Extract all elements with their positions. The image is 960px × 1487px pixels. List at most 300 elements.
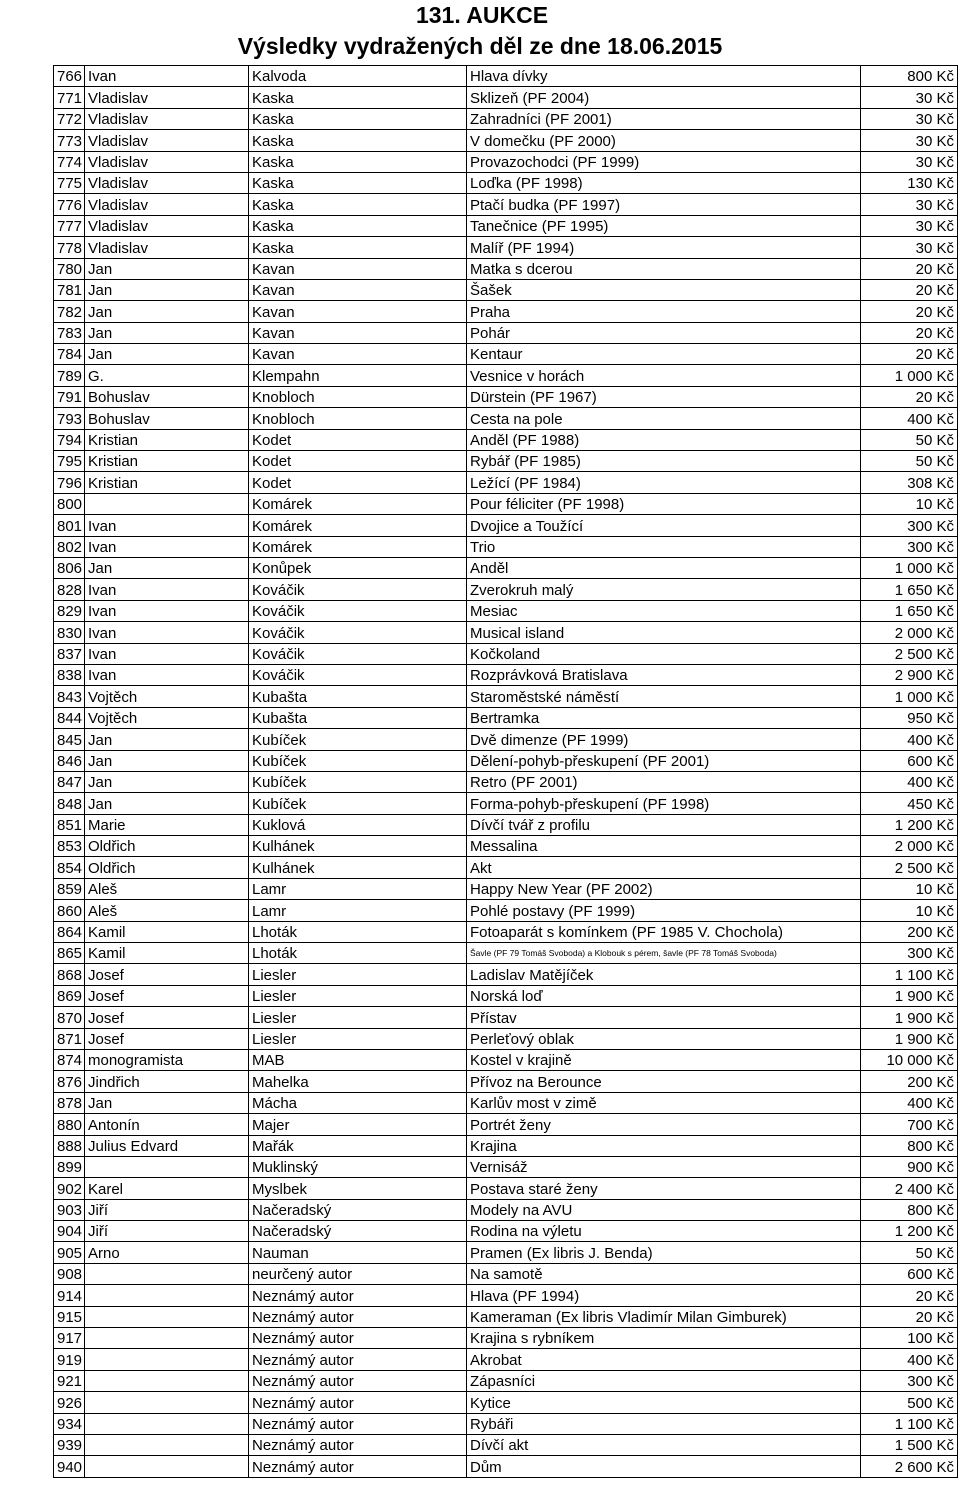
table-row <box>54 1007 958 1028</box>
lot-number-cell: 939 <box>54 1435 85 1456</box>
lot-number-cell: 775 <box>54 172 85 193</box>
artist-last-name-cell: Lhoták <box>249 943 467 964</box>
price-cell: 400 Kč <box>861 1092 958 1113</box>
price-cell: 2 900 Kč <box>861 664 958 685</box>
artwork-title-cell: Sklizeň (PF 2004) <box>467 87 861 108</box>
artist-last-name-cell: Komárek <box>249 536 467 557</box>
artist-first-name-cell: Bohuslav <box>85 408 249 429</box>
price-cell: 600 Kč <box>861 1263 958 1284</box>
lot-number-cell: 771 <box>54 87 85 108</box>
lot-number-cell: 781 <box>54 279 85 300</box>
artwork-title-cell: Malíř (PF 1994) <box>467 237 861 258</box>
lot-number-cell: 888 <box>54 1135 85 1156</box>
artist-first-name-cell: Ivan <box>85 536 249 557</box>
table-row <box>54 664 958 685</box>
lot-number-cell: 793 <box>54 408 85 429</box>
artist-first-name-cell: Oldřich <box>85 857 249 878</box>
lot-number-cell: 846 <box>54 750 85 771</box>
table-row <box>54 750 958 771</box>
artist-first-name-cell: Bohuslav <box>85 386 249 407</box>
table-row <box>54 1435 958 1456</box>
lot-number-cell: 782 <box>54 301 85 322</box>
auction-title: 131. AUKCE <box>415 2 549 28</box>
artist-first-name-cell: Jindřich <box>85 1071 249 1092</box>
price-cell: 10 000 Kč <box>861 1049 958 1070</box>
table-row <box>54 1092 958 1113</box>
table-row <box>54 921 958 942</box>
lot-number-cell: 854 <box>54 857 85 878</box>
artwork-title-cell: Hlava (PF 1994) <box>467 1285 861 1306</box>
table-row <box>54 1221 958 1242</box>
artist-last-name-cell: Knobloch <box>249 386 467 407</box>
price-cell: 400 Kč <box>861 1349 958 1370</box>
price-cell: 2 500 Kč <box>861 857 958 878</box>
artwork-title-cell: Dívčí akt <box>467 1435 861 1456</box>
artist-last-name-cell: Kaska <box>249 172 467 193</box>
price-cell: 50 Kč <box>861 451 958 472</box>
artist-last-name-cell: Kubíček <box>249 729 467 750</box>
artist-last-name-cell: Liesler <box>249 1007 467 1028</box>
artist-last-name-cell: Načeradský <box>249 1221 467 1242</box>
table-row <box>54 686 958 707</box>
lot-number-cell: 844 <box>54 707 85 728</box>
artist-first-name-cell: Jan <box>85 750 249 771</box>
artwork-title-cell: Cesta na pole <box>467 408 861 429</box>
artist-first-name-cell: Jan <box>85 771 249 792</box>
lot-number-cell: 766 <box>54 66 85 87</box>
table-row <box>54 386 958 407</box>
price-cell: 10 Kč <box>861 493 958 514</box>
table-row <box>54 1306 958 1327</box>
price-cell: 20 Kč <box>861 386 958 407</box>
lot-number-cell: 859 <box>54 878 85 899</box>
artist-last-name-cell: Neznámý autor <box>249 1306 467 1327</box>
artist-first-name-cell: Ivan <box>85 643 249 664</box>
lot-number-cell: 878 <box>54 1092 85 1113</box>
artwork-title-cell: Přívoz na Berounce <box>467 1071 861 1092</box>
table-row <box>54 579 958 600</box>
lot-number-cell: 870 <box>54 1007 85 1028</box>
artist-last-name-cell: Kováčik <box>249 643 467 664</box>
artist-last-name-cell: Majer <box>249 1114 467 1135</box>
artist-last-name-cell: Neznámý autor <box>249 1392 467 1413</box>
artist-first-name-cell: Oldřich <box>85 836 249 857</box>
artist-first-name-cell: Karel <box>85 1178 249 1199</box>
table-row <box>54 1370 958 1391</box>
artist-last-name-cell: Kováčik <box>249 579 467 600</box>
artist-first-name-cell <box>85 1263 249 1284</box>
lot-number-cell: 860 <box>54 900 85 921</box>
artist-first-name-cell <box>85 1156 249 1177</box>
table-row <box>54 1114 958 1135</box>
artwork-title-cell: Trio <box>467 536 861 557</box>
price-cell: 50 Kč <box>861 429 958 450</box>
price-cell: 1 900 Kč <box>861 1028 958 1049</box>
artwork-title-cell: Šavle (PF 79 Tomáš Svoboda) a Klobouk s pérem, šavle (PF 78 Tomáš Svoboda) <box>467 943 861 964</box>
artist-first-name-cell <box>85 1349 249 1370</box>
table-row <box>54 215 958 236</box>
artist-first-name-cell <box>85 1392 249 1413</box>
table-row <box>54 536 958 557</box>
artwork-title-cell: Dvě dimenze (PF 1999) <box>467 729 861 750</box>
lot-number-cell: 864 <box>54 921 85 942</box>
lot-number-cell: 880 <box>54 1114 85 1135</box>
lot-number-cell: 876 <box>54 1071 85 1092</box>
price-cell: 1 650 Kč <box>861 579 958 600</box>
lot-number-cell: 903 <box>54 1199 85 1220</box>
artist-first-name-cell: Ivan <box>85 579 249 600</box>
artist-last-name-cell: Liesler <box>249 985 467 1006</box>
price-cell: 50 Kč <box>861 1242 958 1263</box>
price-cell: 20 Kč <box>861 301 958 322</box>
price-cell: 300 Kč <box>861 515 958 536</box>
artwork-title-cell: Dürstein (PF 1967) <box>467 386 861 407</box>
table-row <box>54 322 958 343</box>
artwork-title-cell: Dům <box>467 1456 861 1477</box>
table-row <box>54 964 958 985</box>
table-row <box>54 600 958 621</box>
price-cell: 1 000 Kč <box>861 557 958 578</box>
artwork-title-cell: Hlava dívky <box>467 66 861 87</box>
artist-first-name-cell: Vladislav <box>85 151 249 172</box>
artist-first-name-cell <box>85 1413 249 1434</box>
artwork-title-cell: Kostel v krajině <box>467 1049 861 1070</box>
price-cell: 500 Kč <box>861 1392 958 1413</box>
artist-last-name-cell: Kavan <box>249 301 467 322</box>
price-cell: 2 400 Kč <box>861 1178 958 1199</box>
artwork-title-cell: Dělení-pohyb-přeskupení (PF 2001) <box>467 750 861 771</box>
table-row <box>54 344 958 365</box>
artist-last-name-cell: Kavan <box>249 344 467 365</box>
artwork-title-cell: Fotoaparát s komínkem (PF 1985 V. Chochola) <box>467 921 861 942</box>
artist-first-name-cell: Kristian <box>85 472 249 493</box>
artist-first-name-cell: Ivan <box>85 515 249 536</box>
lot-number-cell: 829 <box>54 600 85 621</box>
artist-last-name-cell: neurčený autor <box>249 1263 467 1284</box>
artist-last-name-cell: Mahelka <box>249 1071 467 1092</box>
price-cell: 10 Kč <box>861 900 958 921</box>
lot-number-cell: 921 <box>54 1370 85 1391</box>
lot-number-cell: 772 <box>54 108 85 129</box>
artwork-title-cell: Kameraman (Ex libris Vladimír Milan Gimburek) <box>467 1306 861 1327</box>
table-row <box>54 707 958 728</box>
artist-last-name-cell: Kodet <box>249 472 467 493</box>
price-cell: 20 Kč <box>861 1306 958 1327</box>
results-subtitle: Výsledky vydražených děl ze dne 18.06.2015 <box>237 33 723 59</box>
artist-last-name-cell: Kaska <box>249 151 467 172</box>
artwork-title-cell: Retro (PF 2001) <box>467 771 861 792</box>
price-cell: 1 100 Kč <box>861 1413 958 1434</box>
artwork-title-cell: Happy New Year (PF 2002) <box>467 878 861 899</box>
price-cell: 200 Kč <box>861 1071 958 1092</box>
artwork-title-cell: Anděl (PF 1988) <box>467 429 861 450</box>
artwork-title-cell: Tanečnice (PF 1995) <box>467 215 861 236</box>
artist-first-name-cell: Kamil <box>85 943 249 964</box>
artwork-title-cell: Krajina s rybníkem <box>467 1328 861 1349</box>
artist-first-name-cell: monogramista <box>85 1049 249 1070</box>
lot-number-cell: 845 <box>54 729 85 750</box>
lot-number-cell: 915 <box>54 1306 85 1327</box>
artist-first-name-cell: Julius Edvard <box>85 1135 249 1156</box>
price-cell: 30 Kč <box>861 194 958 215</box>
artist-last-name-cell: Kavan <box>249 258 467 279</box>
price-cell: 400 Kč <box>861 408 958 429</box>
artwork-title-cell: Kočkoland <box>467 643 861 664</box>
table-row <box>54 1199 958 1220</box>
table-row <box>54 1028 958 1049</box>
artwork-title-cell: Provazochodci (PF 1999) <box>467 151 861 172</box>
artwork-title-cell: Ptačí budka (PF 1997) <box>467 194 861 215</box>
artwork-title-cell: Forma-pohyb-přeskupení (PF 1998) <box>467 793 861 814</box>
price-cell: 800 Kč <box>861 1199 958 1220</box>
artist-last-name-cell: Lamr <box>249 900 467 921</box>
artwork-title-cell: Dvojice a Toužící <box>467 515 861 536</box>
artist-last-name-cell: Neznámý autor <box>249 1456 467 1477</box>
lot-number-cell: 851 <box>54 814 85 835</box>
lot-number-cell: 773 <box>54 130 85 151</box>
table-row <box>54 814 958 835</box>
artist-first-name-cell: Josef <box>85 1028 249 1049</box>
artist-last-name-cell: Muklinský <box>249 1156 467 1177</box>
lot-number-cell: 806 <box>54 557 85 578</box>
lot-number-cell: 795 <box>54 451 85 472</box>
artwork-title-cell: Modely na AVU <box>467 1199 861 1220</box>
table-row <box>54 258 958 279</box>
price-cell: 900 Kč <box>861 1156 958 1177</box>
table-row <box>54 878 958 899</box>
artwork-title-cell: Akt <box>467 857 861 878</box>
artist-first-name-cell <box>85 1435 249 1456</box>
artist-last-name-cell: Kavan <box>249 322 467 343</box>
artist-first-name-cell: Josef <box>85 985 249 1006</box>
table-row <box>54 151 958 172</box>
artist-first-name-cell: Jan <box>85 279 249 300</box>
artist-first-name-cell <box>85 1285 249 1306</box>
price-cell: 1 200 Kč <box>861 814 958 835</box>
artist-last-name-cell: Kubašta <box>249 707 467 728</box>
lot-number-cell: 776 <box>54 194 85 215</box>
table-row <box>54 1328 958 1349</box>
price-cell: 400 Kč <box>861 771 958 792</box>
lot-number-cell: 908 <box>54 1263 85 1284</box>
price-cell: 300 Kč <box>861 943 958 964</box>
price-cell: 300 Kč <box>861 536 958 557</box>
artist-last-name-cell: Kulhánek <box>249 857 467 878</box>
table-row <box>54 130 958 151</box>
artist-last-name-cell: Kaska <box>249 87 467 108</box>
artist-last-name-cell: Kaska <box>249 194 467 215</box>
table-row <box>54 472 958 493</box>
lot-number-cell: 934 <box>54 1413 85 1434</box>
table-row <box>54 1242 958 1263</box>
artist-first-name-cell: Kamil <box>85 921 249 942</box>
artist-first-name-cell: Aleš <box>85 900 249 921</box>
artist-last-name-cell: Kubíček <box>249 750 467 771</box>
lot-number-cell: 914 <box>54 1285 85 1306</box>
lot-number-cell: 871 <box>54 1028 85 1049</box>
artist-first-name-cell <box>85 1328 249 1349</box>
artist-first-name-cell: Jan <box>85 729 249 750</box>
table-row <box>54 451 958 472</box>
price-cell: 30 Kč <box>861 215 958 236</box>
artwork-title-cell: Dívčí tvář z profilu <box>467 814 861 835</box>
artist-last-name-cell: Komárek <box>249 515 467 536</box>
table-row <box>54 279 958 300</box>
artist-last-name-cell: Kodet <box>249 429 467 450</box>
lot-number-cell: 868 <box>54 964 85 985</box>
artwork-title-cell: Na samotě <box>467 1263 861 1284</box>
artist-last-name-cell: Kaska <box>249 130 467 151</box>
price-cell: 30 Kč <box>861 151 958 172</box>
artist-first-name-cell: Kristian <box>85 429 249 450</box>
table-row <box>54 1285 958 1306</box>
artwork-title-cell: Portrét ženy <box>467 1114 861 1135</box>
price-cell: 800 Kč <box>861 1135 958 1156</box>
artist-first-name-cell: Josef <box>85 964 249 985</box>
table-row <box>54 66 958 87</box>
lot-number-cell: 838 <box>54 664 85 685</box>
price-cell: 20 Kč <box>861 344 958 365</box>
table-row <box>54 793 958 814</box>
artist-last-name-cell: Kováčik <box>249 622 467 643</box>
lot-number-cell: 874 <box>54 1049 85 1070</box>
artist-first-name-cell: Vladislav <box>85 130 249 151</box>
price-cell: 10 Kč <box>861 878 958 899</box>
artwork-title-cell: Zahradníci (PF 2001) <box>467 108 861 129</box>
artist-first-name-cell <box>85 1456 249 1477</box>
artwork-title-cell: Rybáři <box>467 1413 861 1434</box>
lot-number-cell: 843 <box>54 686 85 707</box>
price-cell: 1 500 Kč <box>861 1435 958 1456</box>
artist-first-name-cell: Vladislav <box>85 172 249 193</box>
artist-last-name-cell: Kulhánek <box>249 836 467 857</box>
table-row <box>54 365 958 386</box>
lot-number-cell: 905 <box>54 1242 85 1263</box>
price-cell: 300 Kč <box>861 1370 958 1391</box>
artist-last-name-cell: Načeradský <box>249 1199 467 1220</box>
lot-number-cell: 940 <box>54 1456 85 1477</box>
price-cell: 2 600 Kč <box>861 1456 958 1477</box>
artist-first-name-cell: G. <box>85 365 249 386</box>
artist-last-name-cell: Kalvoda <box>249 66 467 87</box>
artist-last-name-cell: Neznámý autor <box>249 1328 467 1349</box>
artwork-title-cell: Messalina <box>467 836 861 857</box>
table-row <box>54 1456 958 1477</box>
table-row <box>54 1349 958 1370</box>
artist-first-name-cell <box>85 1370 249 1391</box>
lot-number-cell: 830 <box>54 622 85 643</box>
lot-number-cell: 780 <box>54 258 85 279</box>
lot-number-cell: 853 <box>54 836 85 857</box>
lot-number-cell: 899 <box>54 1156 85 1177</box>
artist-last-name-cell: Neznámý autor <box>249 1413 467 1434</box>
price-cell: 950 Kč <box>861 707 958 728</box>
artist-last-name-cell: Kováčik <box>249 600 467 621</box>
artwork-title-cell: Pramen (Ex libris J. Benda) <box>467 1242 861 1263</box>
price-cell: 20 Kč <box>861 1285 958 1306</box>
artwork-title-cell: Zápasníci <box>467 1370 861 1391</box>
price-cell: 30 Kč <box>861 87 958 108</box>
artwork-title-cell: Mesiac <box>467 600 861 621</box>
artist-last-name-cell: Mácha <box>249 1092 467 1113</box>
results-table-body <box>54 66 958 1478</box>
artist-last-name-cell: Komárek <box>249 493 467 514</box>
price-cell: 450 Kč <box>861 793 958 814</box>
lot-number-cell: 828 <box>54 579 85 600</box>
artist-first-name-cell: Vladislav <box>85 108 249 129</box>
table-row <box>54 836 958 857</box>
artist-last-name-cell: Lamr <box>249 878 467 899</box>
price-cell: 130 Kč <box>861 172 958 193</box>
table-row <box>54 301 958 322</box>
table-row <box>54 1156 958 1177</box>
table-row <box>54 1413 958 1434</box>
lot-number-cell: 784 <box>54 344 85 365</box>
table-row <box>54 1071 958 1092</box>
artist-first-name-cell: Jiří <box>85 1221 249 1242</box>
artist-first-name-cell: Vladislav <box>85 215 249 236</box>
price-cell: 700 Kč <box>861 1114 958 1135</box>
artwork-title-cell: Rozprávková Bratislava <box>467 664 861 685</box>
artist-first-name-cell: Marie <box>85 814 249 835</box>
artwork-title-cell: Loďka (PF 1998) <box>467 172 861 193</box>
artwork-title-cell: Ladislav Matějíček <box>467 964 861 985</box>
table-row <box>54 108 958 129</box>
table-row <box>54 643 958 664</box>
lot-number-cell: 774 <box>54 151 85 172</box>
lot-number-cell: 777 <box>54 215 85 236</box>
artist-last-name-cell: Kaska <box>249 215 467 236</box>
price-cell: 1 650 Kč <box>861 600 958 621</box>
table-row <box>54 985 958 1006</box>
artist-last-name-cell: Nauman <box>249 1242 467 1263</box>
artist-last-name-cell: Liesler <box>249 1028 467 1049</box>
lot-number-cell: 869 <box>54 985 85 1006</box>
artist-last-name-cell: Kováčik <box>249 664 467 685</box>
lot-number-cell: 789 <box>54 365 85 386</box>
artist-last-name-cell: Knobloch <box>249 408 467 429</box>
artwork-title-cell: Musical island <box>467 622 861 643</box>
table-row <box>54 87 958 108</box>
artwork-title-cell: Anděl <box>467 557 861 578</box>
artist-first-name-cell: Kristian <box>85 451 249 472</box>
artwork-title-cell: Vesnice v horách <box>467 365 861 386</box>
price-cell: 1 100 Kč <box>861 964 958 985</box>
artwork-title-cell: Šašek <box>467 279 861 300</box>
artwork-title-cell: Přístav <box>467 1007 861 1028</box>
artist-last-name-cell: Kavan <box>249 279 467 300</box>
artist-first-name-cell: Jan <box>85 557 249 578</box>
lot-number-cell: 904 <box>54 1221 85 1242</box>
table-row <box>54 237 958 258</box>
lot-number-cell: 778 <box>54 237 85 258</box>
price-cell: 20 Kč <box>861 258 958 279</box>
lot-number-cell: 902 <box>54 1178 85 1199</box>
results-table <box>53 65 958 1478</box>
price-cell: 2 000 Kč <box>861 622 958 643</box>
price-cell: 200 Kč <box>861 921 958 942</box>
lot-number-cell: 802 <box>54 536 85 557</box>
artist-first-name-cell: Ivan <box>85 600 249 621</box>
artist-last-name-cell: Myslbek <box>249 1178 467 1199</box>
artist-last-name-cell: Neznámý autor <box>249 1435 467 1456</box>
table-row <box>54 900 958 921</box>
price-cell: 30 Kč <box>861 108 958 129</box>
artist-last-name-cell: Neznámý autor <box>249 1370 467 1391</box>
artist-first-name-cell <box>85 1306 249 1327</box>
artwork-title-cell: Postava staré ženy <box>467 1178 861 1199</box>
price-cell: 20 Kč <box>861 322 958 343</box>
